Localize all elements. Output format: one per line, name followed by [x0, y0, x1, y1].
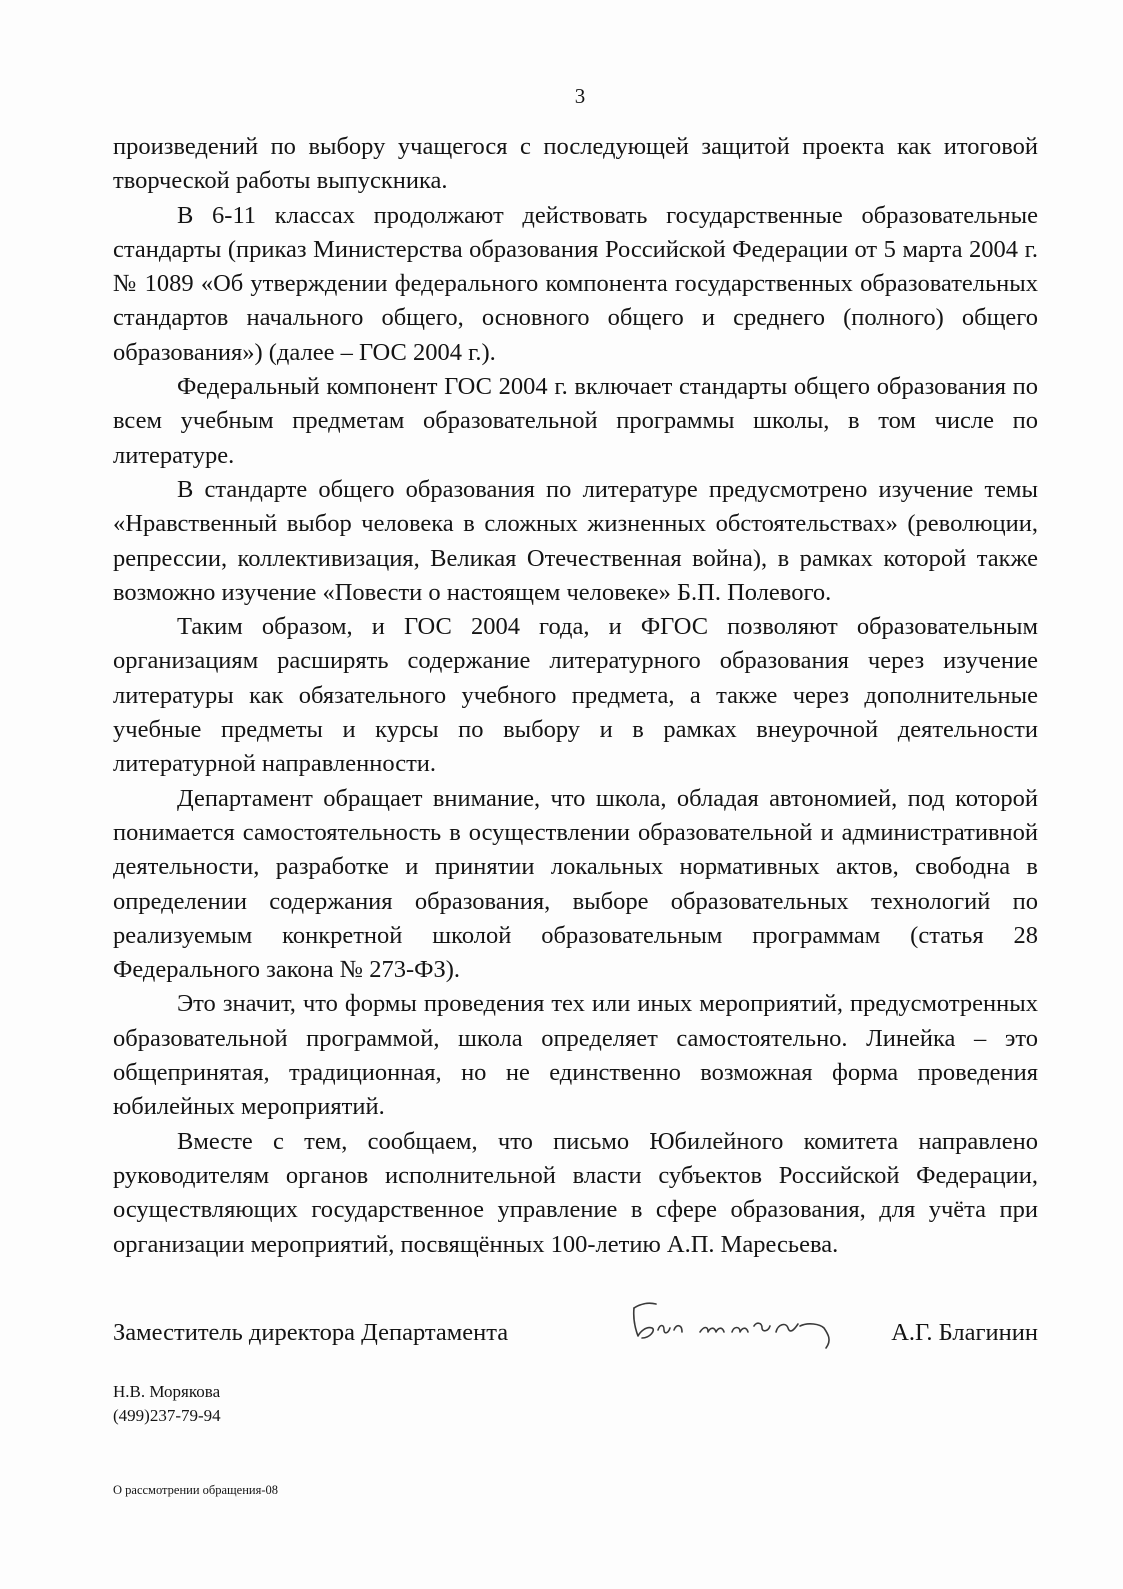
paragraph-event-forms: Это значит, что формы проведения тех или иных мероприятий, предусмотренных образовательной программой, школа определяет самостоятельно. Линейка – это общепринятая, традиционная, но не единственно возможная форма проведения юбилейных мероприятий. [113, 990, 1038, 1121]
signatory-name: А.Г. Благинин [891, 1319, 1038, 1346]
footer-reference: О рассмотрении обращения-08 [113, 1483, 279, 1497]
executor-block [113, 1380, 221, 1428]
letter-body [113, 130, 1038, 1262]
paragraph-gos-2004: В 6-11 классах продолжают действовать государственные образовательные стандарты (приказ Министерства образования Российской Федерации от 5 марта 2004 г. № 1089 «Об утверждении федерального компонента государственных образовательных стандартов начального общего, основного общего и среднего (полного) общего образования») (далее – ГОС 2004 г.). [113, 201, 1038, 366]
paragraph-school-autonomy: Департамент обращает внимание, что школа, обладая автономией, под которой понимается самостоятельность в осуществлении образовательной и административной деятельности, разработке и принятии локальных нормативных актов, свободна в определении содержания образования, выборе образовательных технологий по реализуемым конкретной школой образовательным программам (статья 28 Федерального закона № 273-ФЗ). [113, 784, 1038, 984]
signatory-position: Заместитель директора Департамента [113, 1319, 509, 1346]
executor-name: Н.В. Морякова [113, 1382, 221, 1401]
paragraph-literature-standard: В стандарте общего образования по литературе предусмотрено изучение темы «Нравственный выбор человека в сложных жизненных обстоятельствах» (революции, репрессии, коллективизация, Великая Отечественная война), в рамках которой также возможно изучение «Повести о настоящем человеке» Б.П. Полевого. [113, 475, 1038, 606]
paragraph-continuation: произведений по выбору учащегося с последующей защитой проекта как итоговой творческой работы выпускника. [113, 133, 1038, 195]
executor-phone: (499)237-79-94 [113, 1406, 221, 1425]
paragraph-federal-component: Федеральный компонент ГОС 2004 г. включает стандарты общего образования по всем учебным предметам образовательной программы школы, в том числе по литературе. [113, 373, 1038, 469]
page-number: 3 [574, 84, 586, 108]
handwritten-signature-icon [628, 1296, 848, 1356]
paragraph-jubilee-committee: Вместе с тем, сообщаем, что письмо Юбилейного комитета направлено руководителям органов исполнительной власти субъектов Российской Федерации, осуществляющих государственное управление в сфере образования, для учёта при организации мероприятий, посвящённых 100-летию А.П. Маресьева. [113, 1127, 1038, 1258]
paragraph-conclusion-fgos: Таким образом, и ГОС 2004 года, и ФГОС позволяют образовательным организациям расширять содержание литературного образования через изучение литературы как обязательного учебного предмета, а также через дополнительные учебные предметы и курсы по выбору и в рамках внеурочной деятельности литературной направленности. [113, 613, 1038, 778]
